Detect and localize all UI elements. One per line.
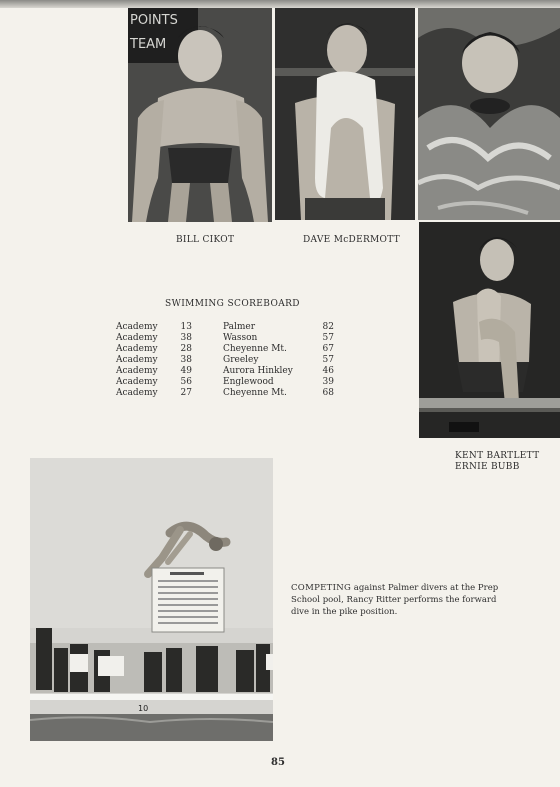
caption-ernie-bubb: ERNIE BUBB xyxy=(455,462,520,472)
score-opponent: Aurora Hinkley xyxy=(223,366,293,376)
photo-kent-bartlett xyxy=(419,222,560,438)
page-top-edge xyxy=(0,0,560,8)
photo-bill-cikot xyxy=(128,8,272,222)
score-team: Academy xyxy=(116,388,158,398)
score-team-points: 49 xyxy=(180,366,192,376)
score-team-points: 56 xyxy=(180,377,192,387)
caption-lead: COMPETING xyxy=(291,583,352,593)
score-opponent-points: 46 xyxy=(322,366,334,376)
score-team: Academy xyxy=(116,355,158,365)
photo-swimmer-breathing xyxy=(418,8,560,220)
score-opponent: Greeley xyxy=(223,355,259,365)
sign-text-points: POINTS xyxy=(130,13,178,28)
swimmer-towel-illustration xyxy=(275,8,415,220)
score-team-points: 38 xyxy=(180,355,192,365)
score-opponent-points: 68 xyxy=(322,388,334,398)
score-opponent: Wasson xyxy=(223,333,258,343)
scoreboard-title: SWIMMING SCOREBOARD xyxy=(165,299,300,309)
score-team: Academy xyxy=(116,322,158,332)
photo-pike-dive xyxy=(30,458,273,741)
score-team: Academy xyxy=(116,366,158,376)
score-team: Academy xyxy=(116,344,158,354)
score-opponent-points: 57 xyxy=(322,355,334,365)
score-team-points: 27 xyxy=(180,388,192,398)
score-team: Academy xyxy=(116,377,158,387)
score-opponent-points: 39 xyxy=(322,377,334,387)
score-opponent-points: 67 xyxy=(322,344,334,354)
score-team: Academy xyxy=(116,333,158,343)
diving-photo-caption xyxy=(291,582,509,618)
page-number: 85 xyxy=(271,757,285,768)
caption-bill-cikot: BILL CIKOT xyxy=(176,235,235,245)
sign-text-team: TEAM xyxy=(130,37,167,52)
score-team-points: 38 xyxy=(180,333,192,343)
caption-body: against Palmer divers at the Prep School pool, Rancy Ritter performs the forward dive in the pike position. xyxy=(291,583,499,617)
score-opponent: Palmer xyxy=(223,322,256,332)
photo-dave-mcdermott xyxy=(275,8,415,220)
score-team-points: 28 xyxy=(180,344,192,354)
diver-illustration xyxy=(128,8,272,222)
caption-kent-bartlett: KENT BARTLETT xyxy=(455,451,540,461)
caption-dave-mcdermott: DAVE McDERMOTT xyxy=(303,235,400,245)
score-team-points: 13 xyxy=(180,322,192,332)
score-opponent: Cheyenne Mt. xyxy=(223,344,287,354)
score-opponent: Englewood xyxy=(223,377,274,387)
diver-on-board-illustration xyxy=(419,222,560,438)
score-opponent: Cheyenne Mt. xyxy=(223,388,287,398)
score-opponent-points: 57 xyxy=(322,333,334,343)
pool-lane-marking: 10 xyxy=(138,704,149,713)
pike-dive-illustration xyxy=(30,458,273,741)
score-opponent-points: 82 xyxy=(322,322,334,332)
water-swimmer-illustration xyxy=(418,8,560,220)
